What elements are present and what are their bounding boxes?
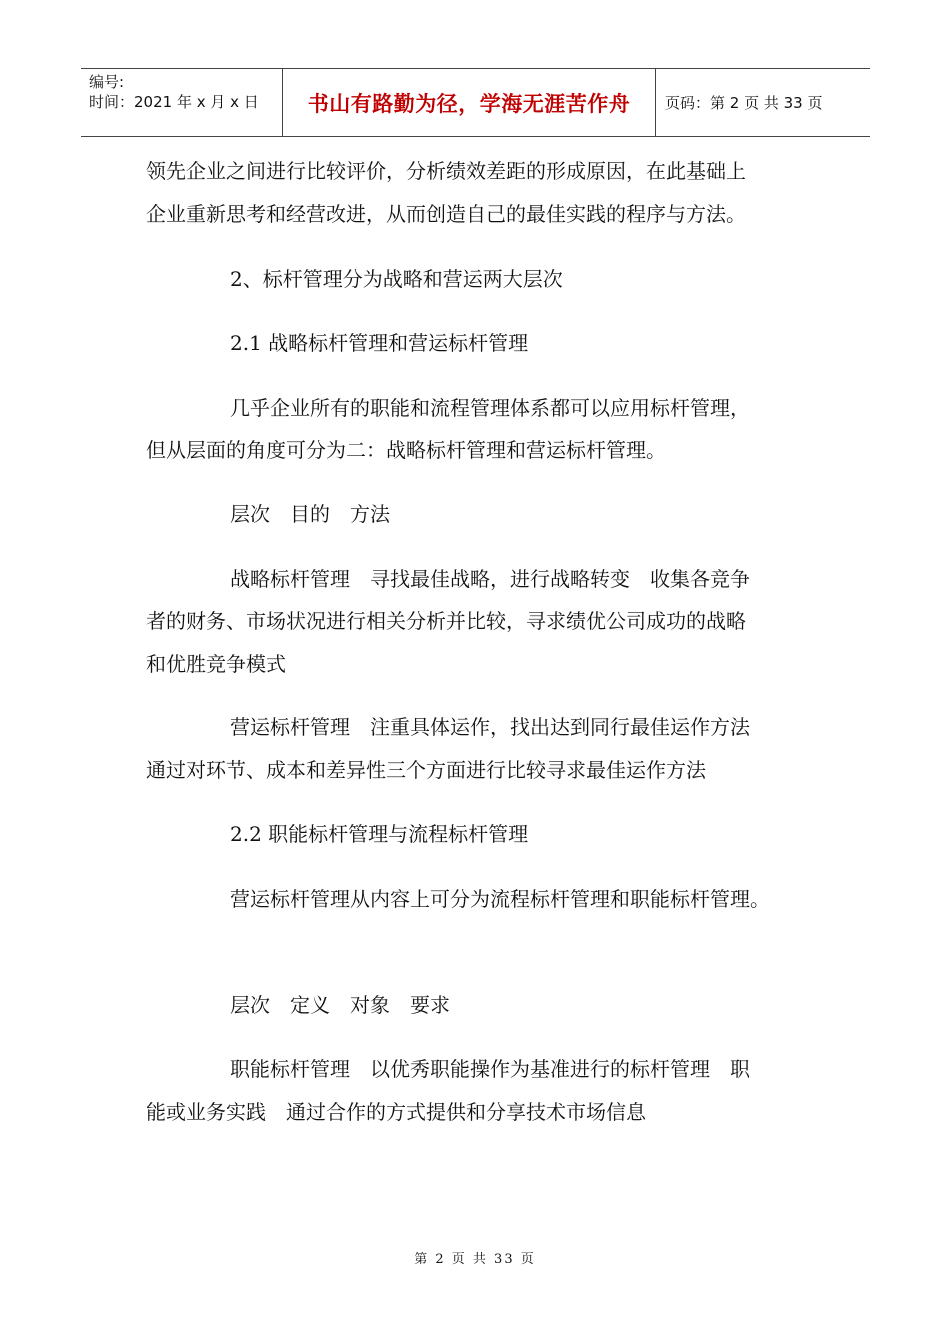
section-heading: 2、标杆管理分为战略和营运两大层次 — [230, 267, 563, 291]
body-line: 领先企业之间进行比较评价，分析绩效差距的形成原因，在此基础上 — [146, 159, 746, 183]
subsection-heading: 2.1 战略标杆管理和营运标杆管理 — [230, 331, 529, 355]
body-line: 职能标杆管理 以优秀职能操作为基准进行的标杆管理 职 — [230, 1057, 750, 1081]
header-page-info: 页码：第 2 页 共 33 页 — [665, 94, 823, 112]
body-line: 企业重新思考和经营改进，从而创造自己的最佳实践的程序与方法。 — [146, 202, 746, 226]
table-header-line: 层次 定义 对象 要求 — [230, 993, 450, 1017]
body-line: 几乎企业所有的职能和流程管理体系都可以应用标杆管理， — [230, 396, 750, 420]
header-motto: 书山有路勤为径，学海无涯苦作舟 — [282, 69, 656, 136]
body-line: 通过对环节、成本和差异性三个方面进行比较寻求最佳运作方法 — [146, 758, 706, 782]
document-date: 时间：2021 年 x 月 x 日 — [89, 93, 259, 111]
page-header — [81, 68, 870, 137]
document-number-label: 编号: — [89, 73, 125, 91]
body-line: 能或业务实践 通过合作的方式提供和分享技术市场信息 — [146, 1100, 646, 1124]
body-line: 和优胜竞争模式 — [146, 652, 286, 676]
body-line: 但从层面的角度可分为二：战略标杆管理和营运标杆管理。 — [146, 438, 666, 462]
body-line: 营运标杆管理 注重具体运作，找出达到同行最佳运作方法 — [230, 715, 750, 739]
body-line: 战略标杆管理 寻找最佳战略，进行战略转变 收集各竞争 — [230, 567, 750, 591]
subsection-heading: 2.2 职能标杆管理与流程标杆管理 — [230, 822, 529, 846]
page-footer: 第 2 页 共 33 页 — [414, 1252, 536, 1267]
body-line: 营运标杆管理从内容上可分为流程标杆管理和职能标杆管理。 — [230, 887, 770, 911]
table-header-line: 层次 目的 方法 — [230, 502, 390, 526]
body-line: 者的财务、市场状况进行相关分析并比较，寻求绩优公司成功的战略 — [146, 609, 746, 633]
header-meta — [81, 69, 281, 136]
